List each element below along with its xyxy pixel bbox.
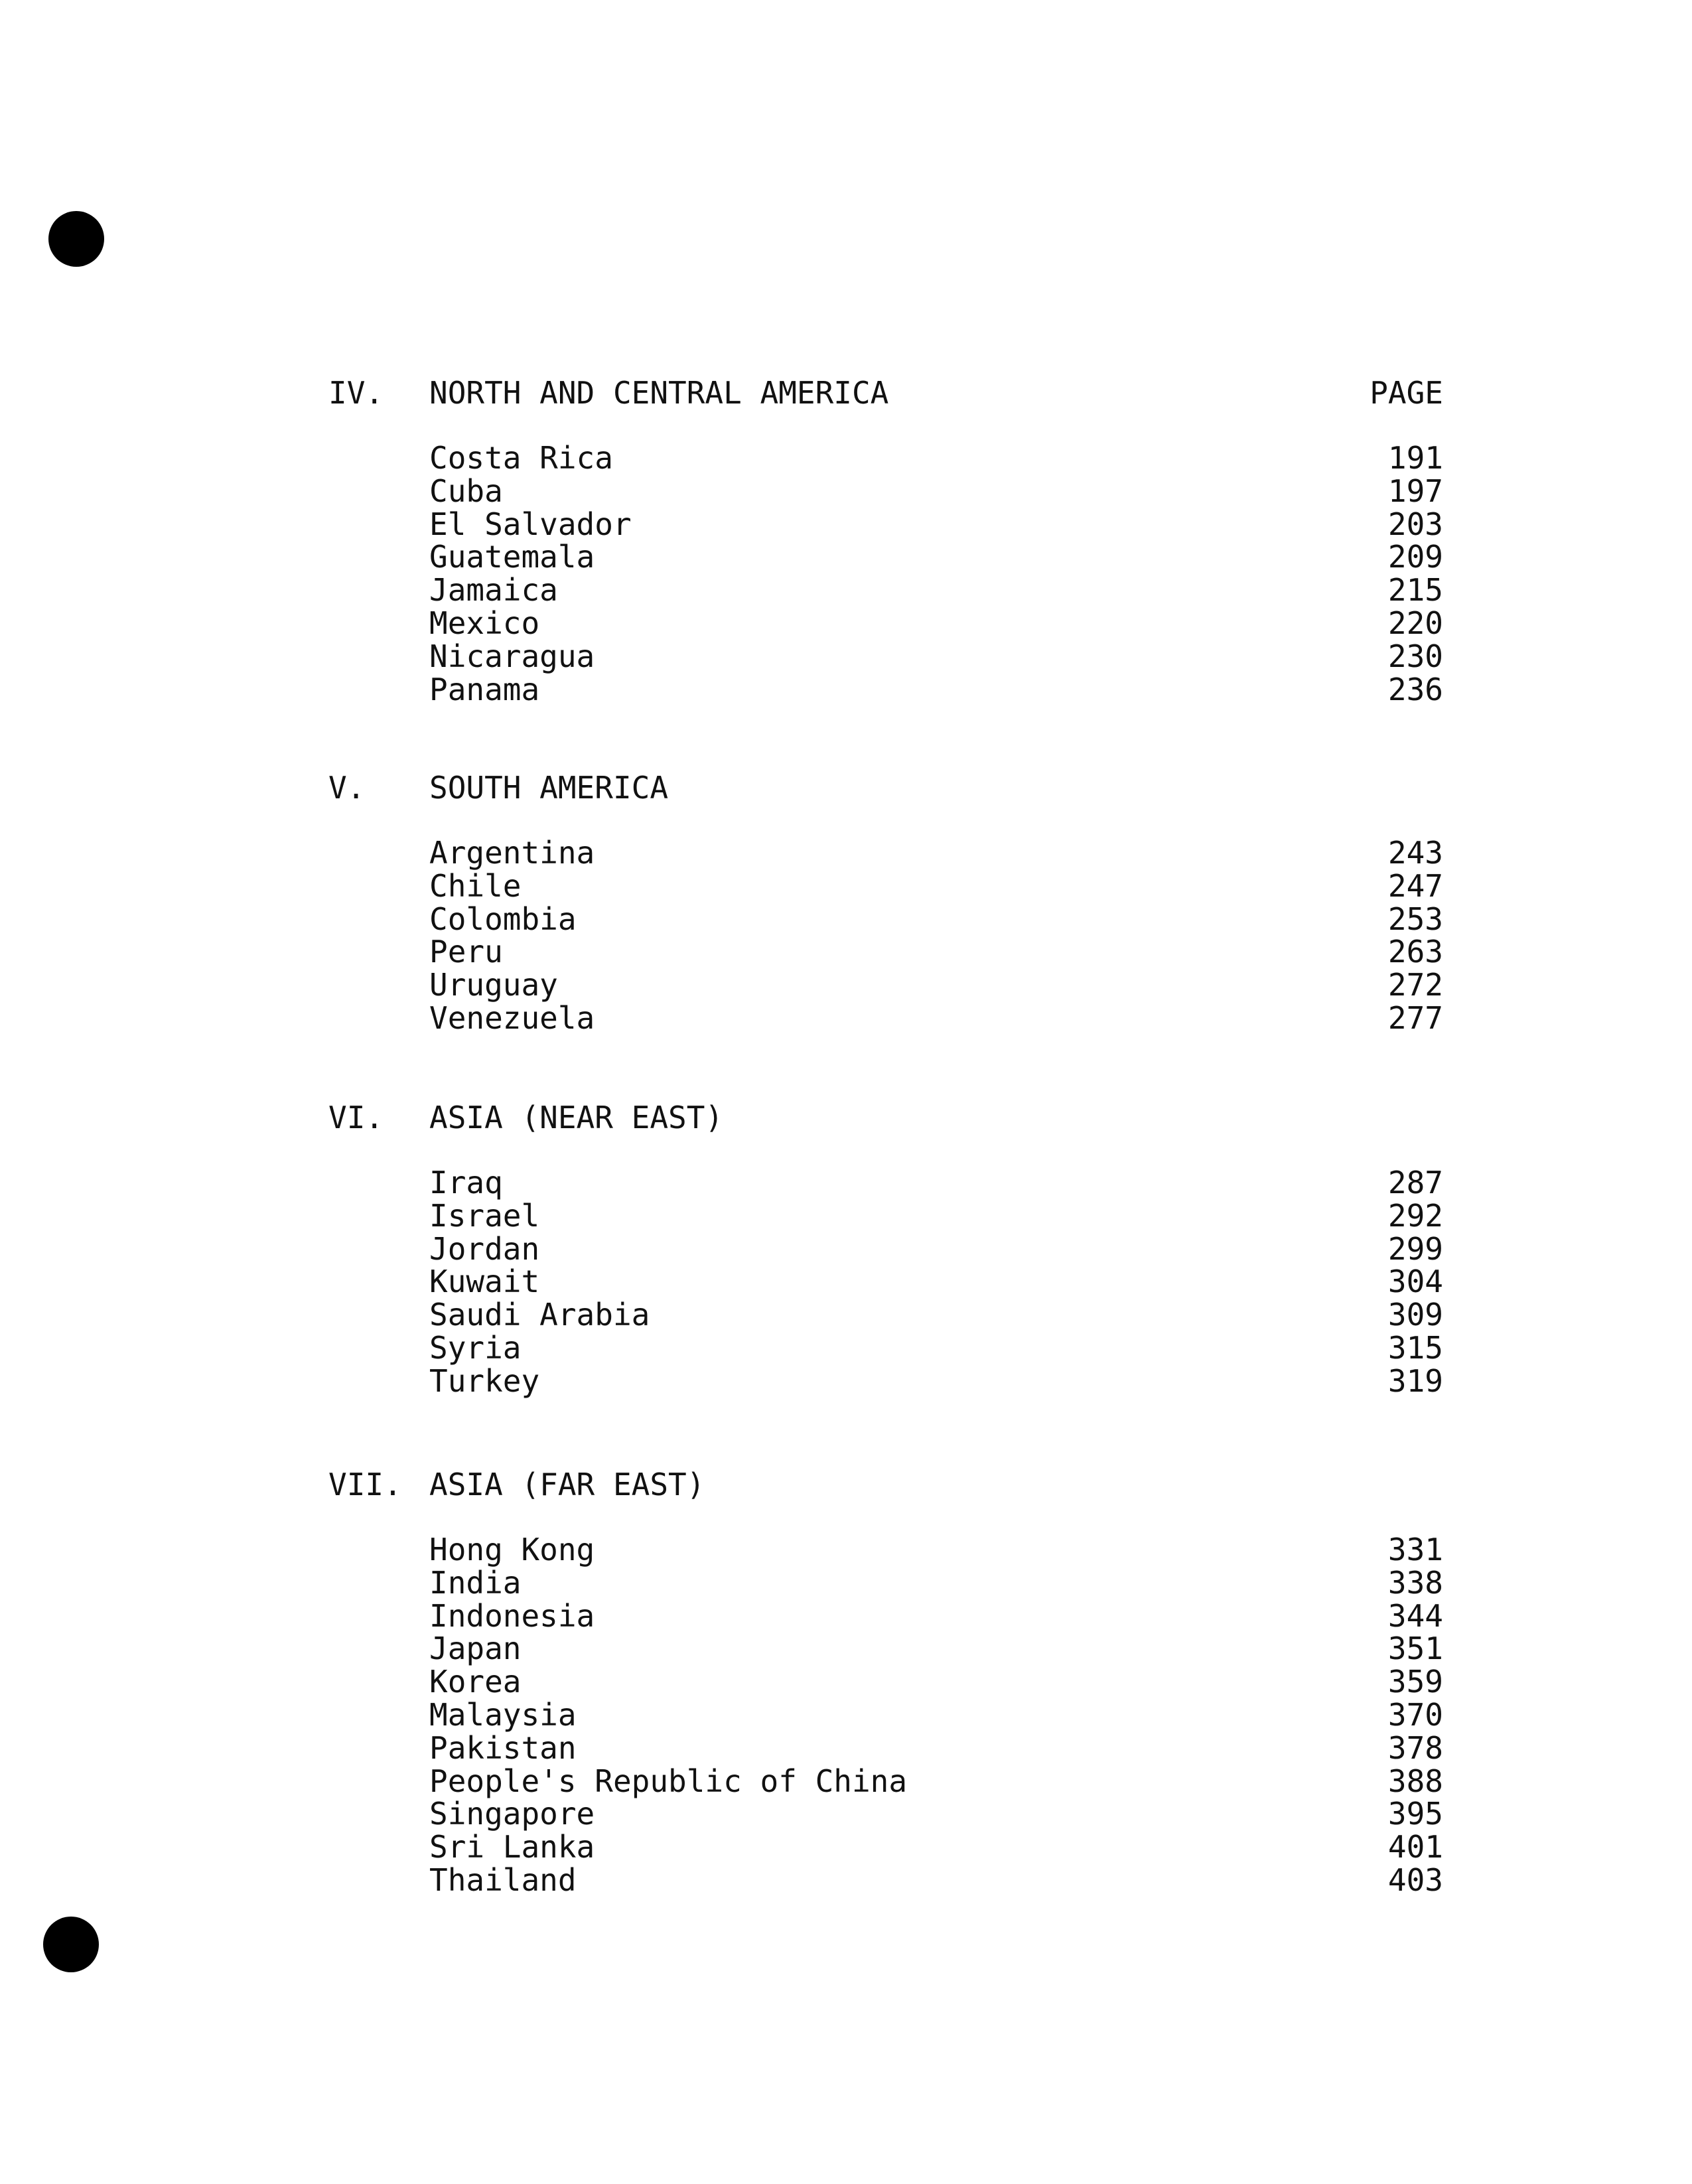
toc-entry-page: 351 bbox=[1387, 1631, 1443, 1666]
toc-entry-page: 203 bbox=[1387, 506, 1443, 542]
toc-entry-name: Panama bbox=[429, 672, 540, 707]
toc-entry-page: 191 bbox=[1387, 440, 1443, 476]
section-heading: SOUTH AMERICA bbox=[429, 770, 669, 806]
toc-entry-page: 319 bbox=[1387, 1363, 1443, 1399]
toc-entry-page: 247 bbox=[1387, 868, 1443, 904]
toc-entry-page: 359 bbox=[1387, 1664, 1443, 1700]
toc-entry-name: Iraq bbox=[429, 1165, 503, 1201]
toc-entry-name: Korea bbox=[429, 1664, 522, 1700]
toc-entry-name: Guatemala bbox=[429, 539, 595, 575]
toc-entry-name: Hong Kong bbox=[429, 1532, 595, 1567]
toc-entry-page: 315 bbox=[1387, 1330, 1443, 1366]
toc-entry-page: 331 bbox=[1387, 1532, 1443, 1567]
toc-entry-page: 230 bbox=[1387, 638, 1443, 674]
toc-entry-name: Israel bbox=[429, 1198, 540, 1234]
toc-entry-page: 403 bbox=[1387, 1862, 1443, 1898]
toc-entry-page: 388 bbox=[1387, 1763, 1443, 1799]
toc-entry-page: 401 bbox=[1387, 1829, 1443, 1865]
toc-entry-name: Venezuela bbox=[429, 1000, 595, 1036]
section-numeral: V. bbox=[328, 770, 366, 806]
toc-entry-page: 253 bbox=[1387, 901, 1443, 937]
toc-entry-name: Syria bbox=[429, 1330, 522, 1366]
toc-entry-name: Sri Lanka bbox=[429, 1829, 595, 1865]
toc-entry-page: 378 bbox=[1387, 1730, 1443, 1766]
toc-entry-name: Kuwait bbox=[429, 1264, 540, 1299]
toc-entry-name: Colombia bbox=[429, 901, 577, 937]
toc-entry-name: El Salvador bbox=[429, 506, 632, 542]
toc-entry-name: Nicaragua bbox=[429, 638, 595, 674]
toc-entry-page: 197 bbox=[1387, 473, 1443, 509]
toc-entry-name: Cuba bbox=[429, 473, 503, 509]
toc-entry-name: Malaysia bbox=[429, 1697, 577, 1733]
toc-entry-page: 344 bbox=[1387, 1598, 1443, 1634]
toc-entry-name: Thailand bbox=[429, 1862, 577, 1898]
toc-entry-name: Pakistan bbox=[429, 1730, 577, 1766]
toc-entry-name: India bbox=[429, 1565, 522, 1601]
toc-entry-name: Singapore bbox=[429, 1796, 595, 1832]
toc-entry-page: 338 bbox=[1387, 1565, 1443, 1601]
toc-entry-page: 292 bbox=[1387, 1198, 1443, 1234]
section-heading: ASIA (FAR EAST) bbox=[429, 1467, 705, 1502]
section-numeral: VI. bbox=[328, 1100, 384, 1135]
section-heading: NORTH AND CENTRAL AMERICA bbox=[429, 375, 889, 411]
toc-entry-page: 263 bbox=[1387, 934, 1443, 970]
page-column-header: PAGE bbox=[1370, 375, 1443, 411]
toc-entry-page: 243 bbox=[1387, 835, 1443, 871]
toc-entry-page: 299 bbox=[1387, 1231, 1443, 1267]
toc-entry-name: Indonesia bbox=[429, 1598, 595, 1634]
toc-entry-name: Jordan bbox=[429, 1231, 540, 1267]
toc-entry-page: 215 bbox=[1387, 572, 1443, 608]
toc-entry-page: 272 bbox=[1387, 967, 1443, 1003]
toc-entry-page: 287 bbox=[1387, 1165, 1443, 1201]
toc-entry-page: 370 bbox=[1387, 1697, 1443, 1733]
toc-entry-name: Jamaica bbox=[429, 572, 558, 608]
toc-entry-page: 220 bbox=[1387, 605, 1443, 641]
toc-entry-page: 209 bbox=[1387, 539, 1443, 575]
toc-entry-name: Peru bbox=[429, 934, 503, 970]
toc-entry-name: Japan bbox=[429, 1631, 522, 1666]
toc-entry-page: 277 bbox=[1387, 1000, 1443, 1036]
toc-entry-name: Costa Rica bbox=[429, 440, 613, 476]
toc-entry-name: Saudi Arabia bbox=[429, 1297, 650, 1333]
toc-entry-name: Uruguay bbox=[429, 967, 558, 1003]
toc-entry-name: People's Republic of China bbox=[429, 1763, 908, 1799]
toc-entry-name: Chile bbox=[429, 868, 522, 904]
section-numeral: VII. bbox=[328, 1467, 402, 1502]
toc-entry-page: 304 bbox=[1387, 1264, 1443, 1299]
toc-entry-page: 309 bbox=[1387, 1297, 1443, 1333]
section-heading: ASIA (NEAR EAST) bbox=[429, 1100, 724, 1135]
toc-entry-page: 395 bbox=[1387, 1796, 1443, 1832]
toc-entry-name: Argentina bbox=[429, 835, 595, 871]
toc-entry-page: 236 bbox=[1387, 672, 1443, 707]
toc-entry-name: Turkey bbox=[429, 1363, 540, 1399]
section-numeral: IV. bbox=[328, 375, 384, 411]
toc-entry-name: Mexico bbox=[429, 605, 540, 641]
